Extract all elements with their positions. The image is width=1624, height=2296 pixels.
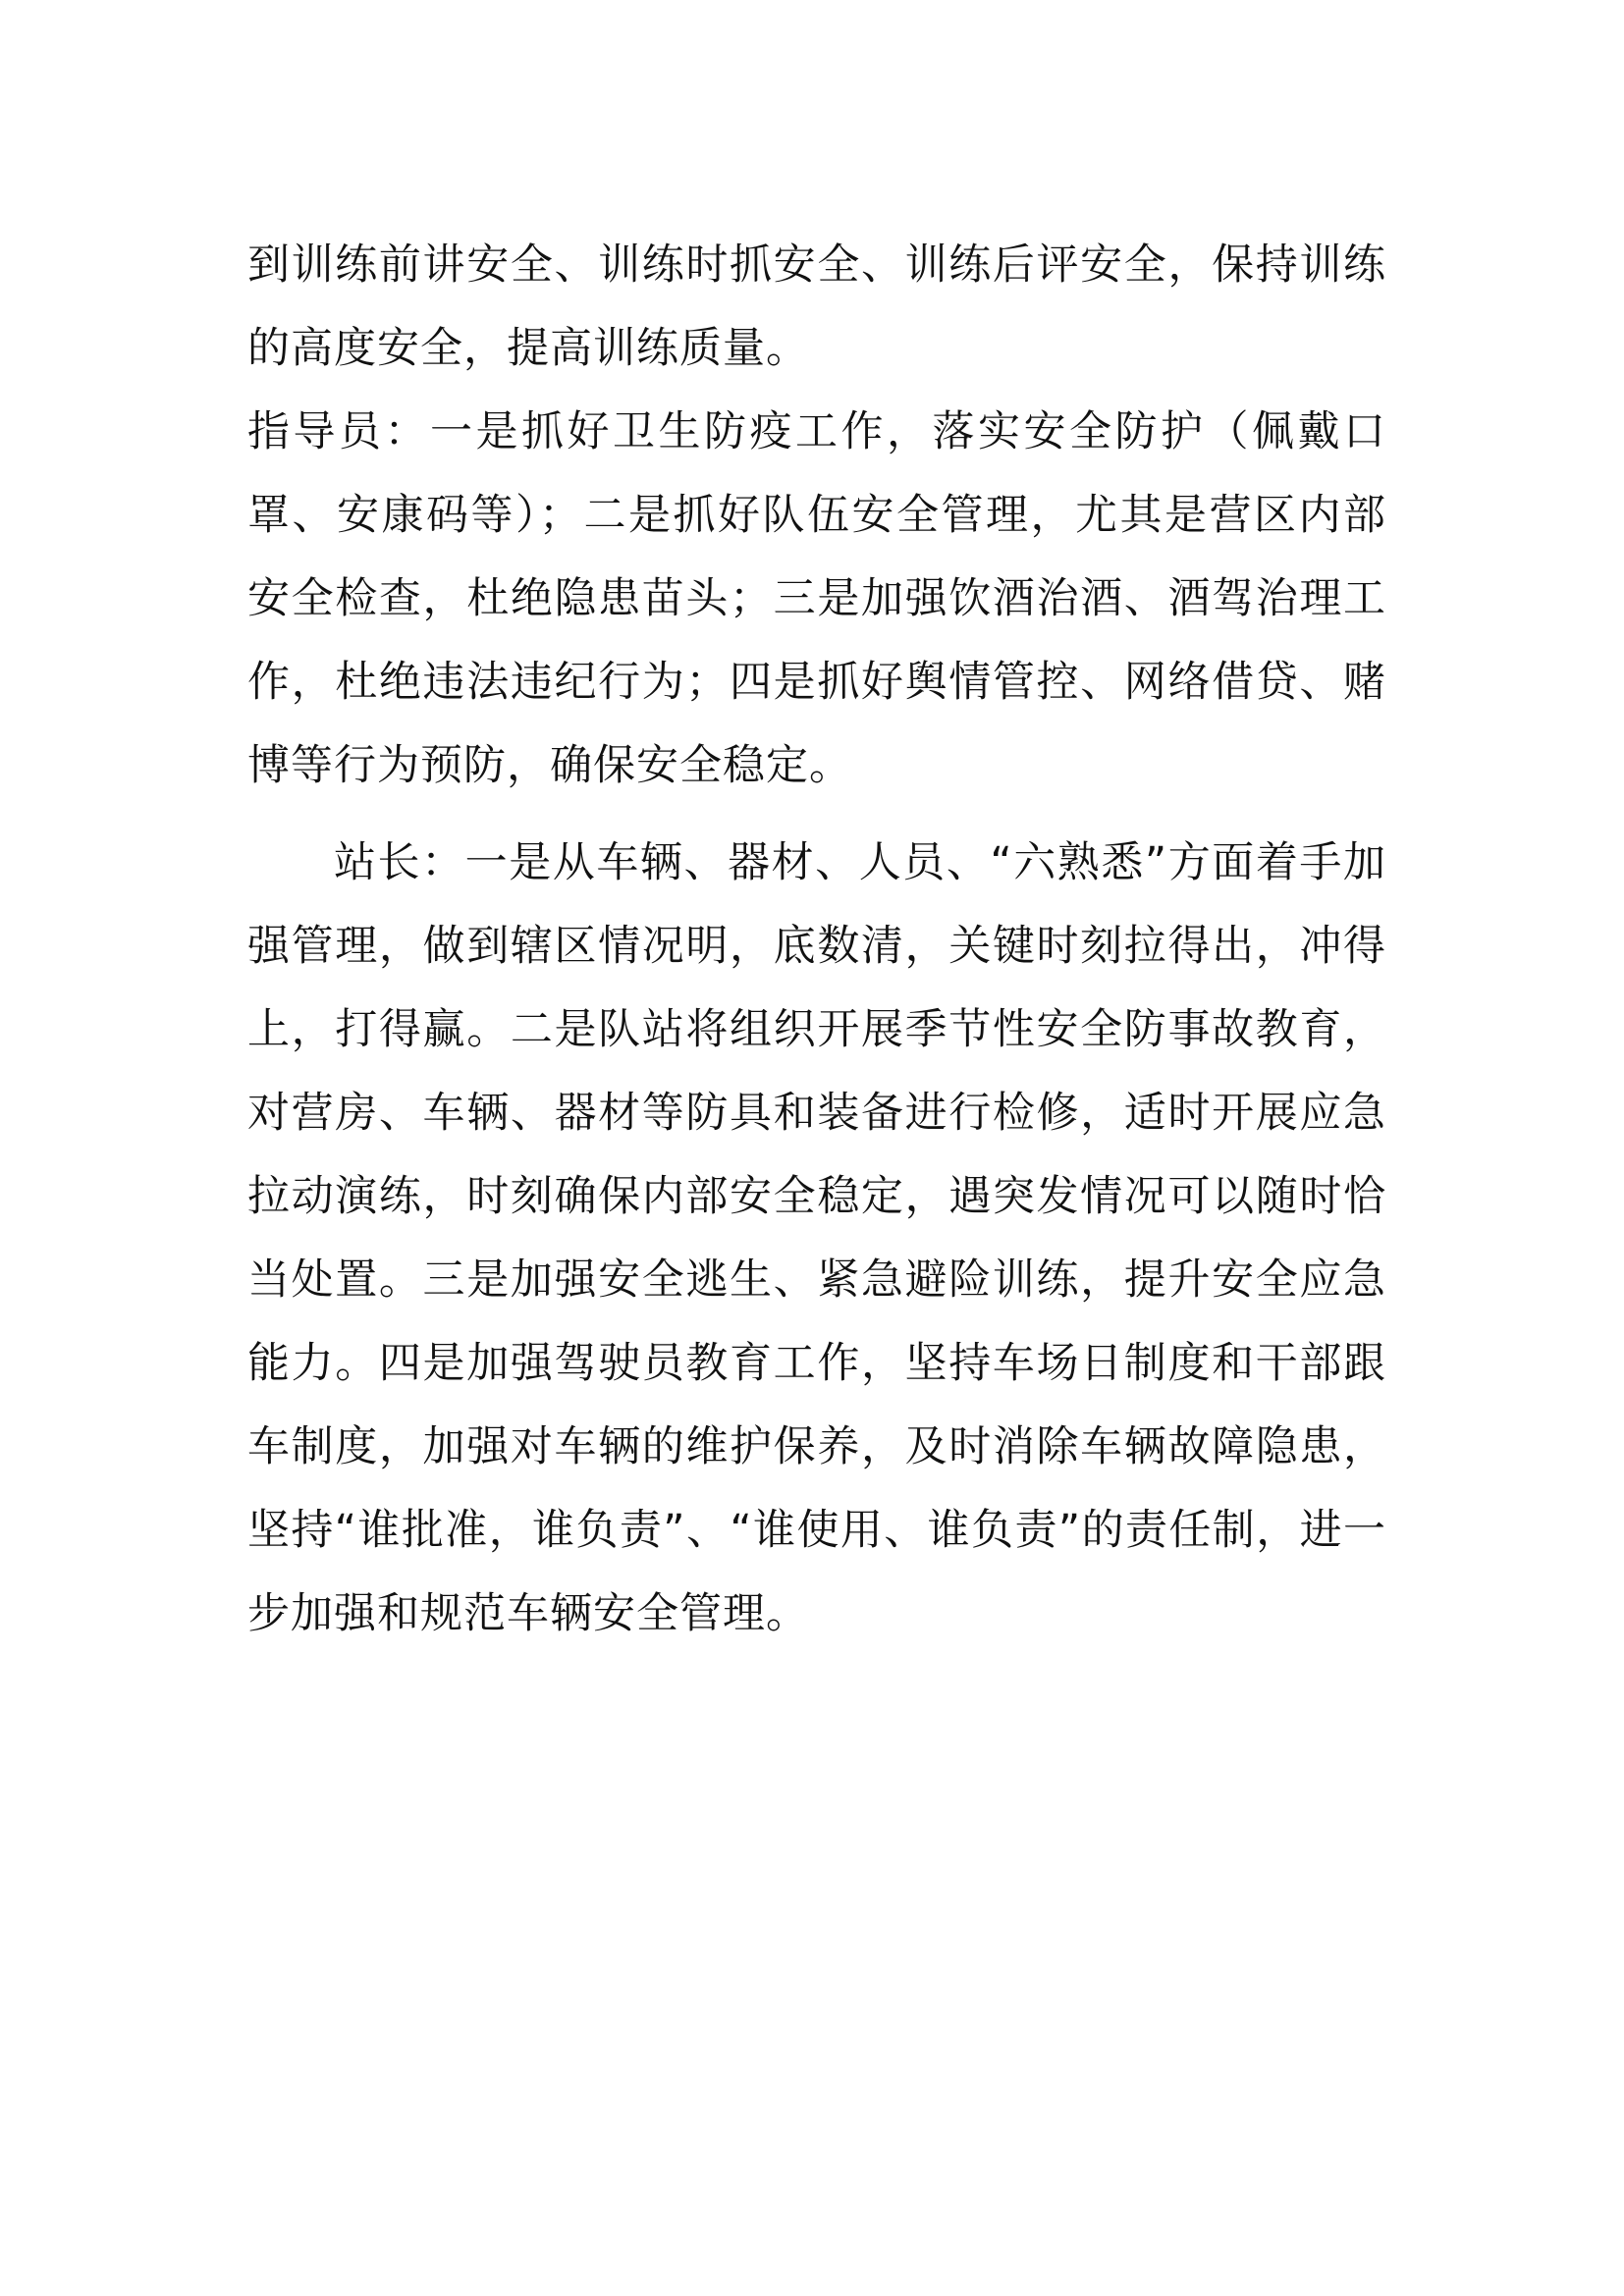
paragraph-training-safety: 到训练前讲安全、训练时抓安全、训练后评安全，保持训练的高度安全，提高训练质量。 — [247, 240, 1386, 373]
paragraph-instructor: 指导员：一是抓好卫生防疫工作，落实安全防护（佩戴口罩、安康码等）；二是抓好队伍安全管理，尤其是营区内部安全检查，杜绝隐患苗头；三是加强饮酒治酒、酒驾治理工作，杜绝违法违纪行为；四是抓好舆情管控、网络借贷、赌博等行为预防，确保安全稳定。 — [247, 407, 1386, 790]
document-body — [247, 224, 1386, 1656]
paragraph-station-chief: 站长：一是从车辆、器材、人员、“六熟悉”方面着手加强管理，做到辖区情况明，底数清，关键时刻拉得出，冲得上，打得赢。二是队站将组织开展季节性安全防事故教育，对营房、车辆、器材等防具和装备进行检修，适时开展应急拉动演练，时刻确保内部安全稳定，遇突发情况可以随时恰当处置。三是加强安全逃生、紧急避险训练，提升安全应急能力。四是加强驾驶员教育工作，坚持车场日制度和干部跟车制度，加强对车辆的维护保养，及时消除车辆故障隐患，坚持“谁批准，谁负责”、“谁使用、谁负责”的责任制，进一步加强和规范车辆安全管理。 — [247, 838, 1386, 1638]
